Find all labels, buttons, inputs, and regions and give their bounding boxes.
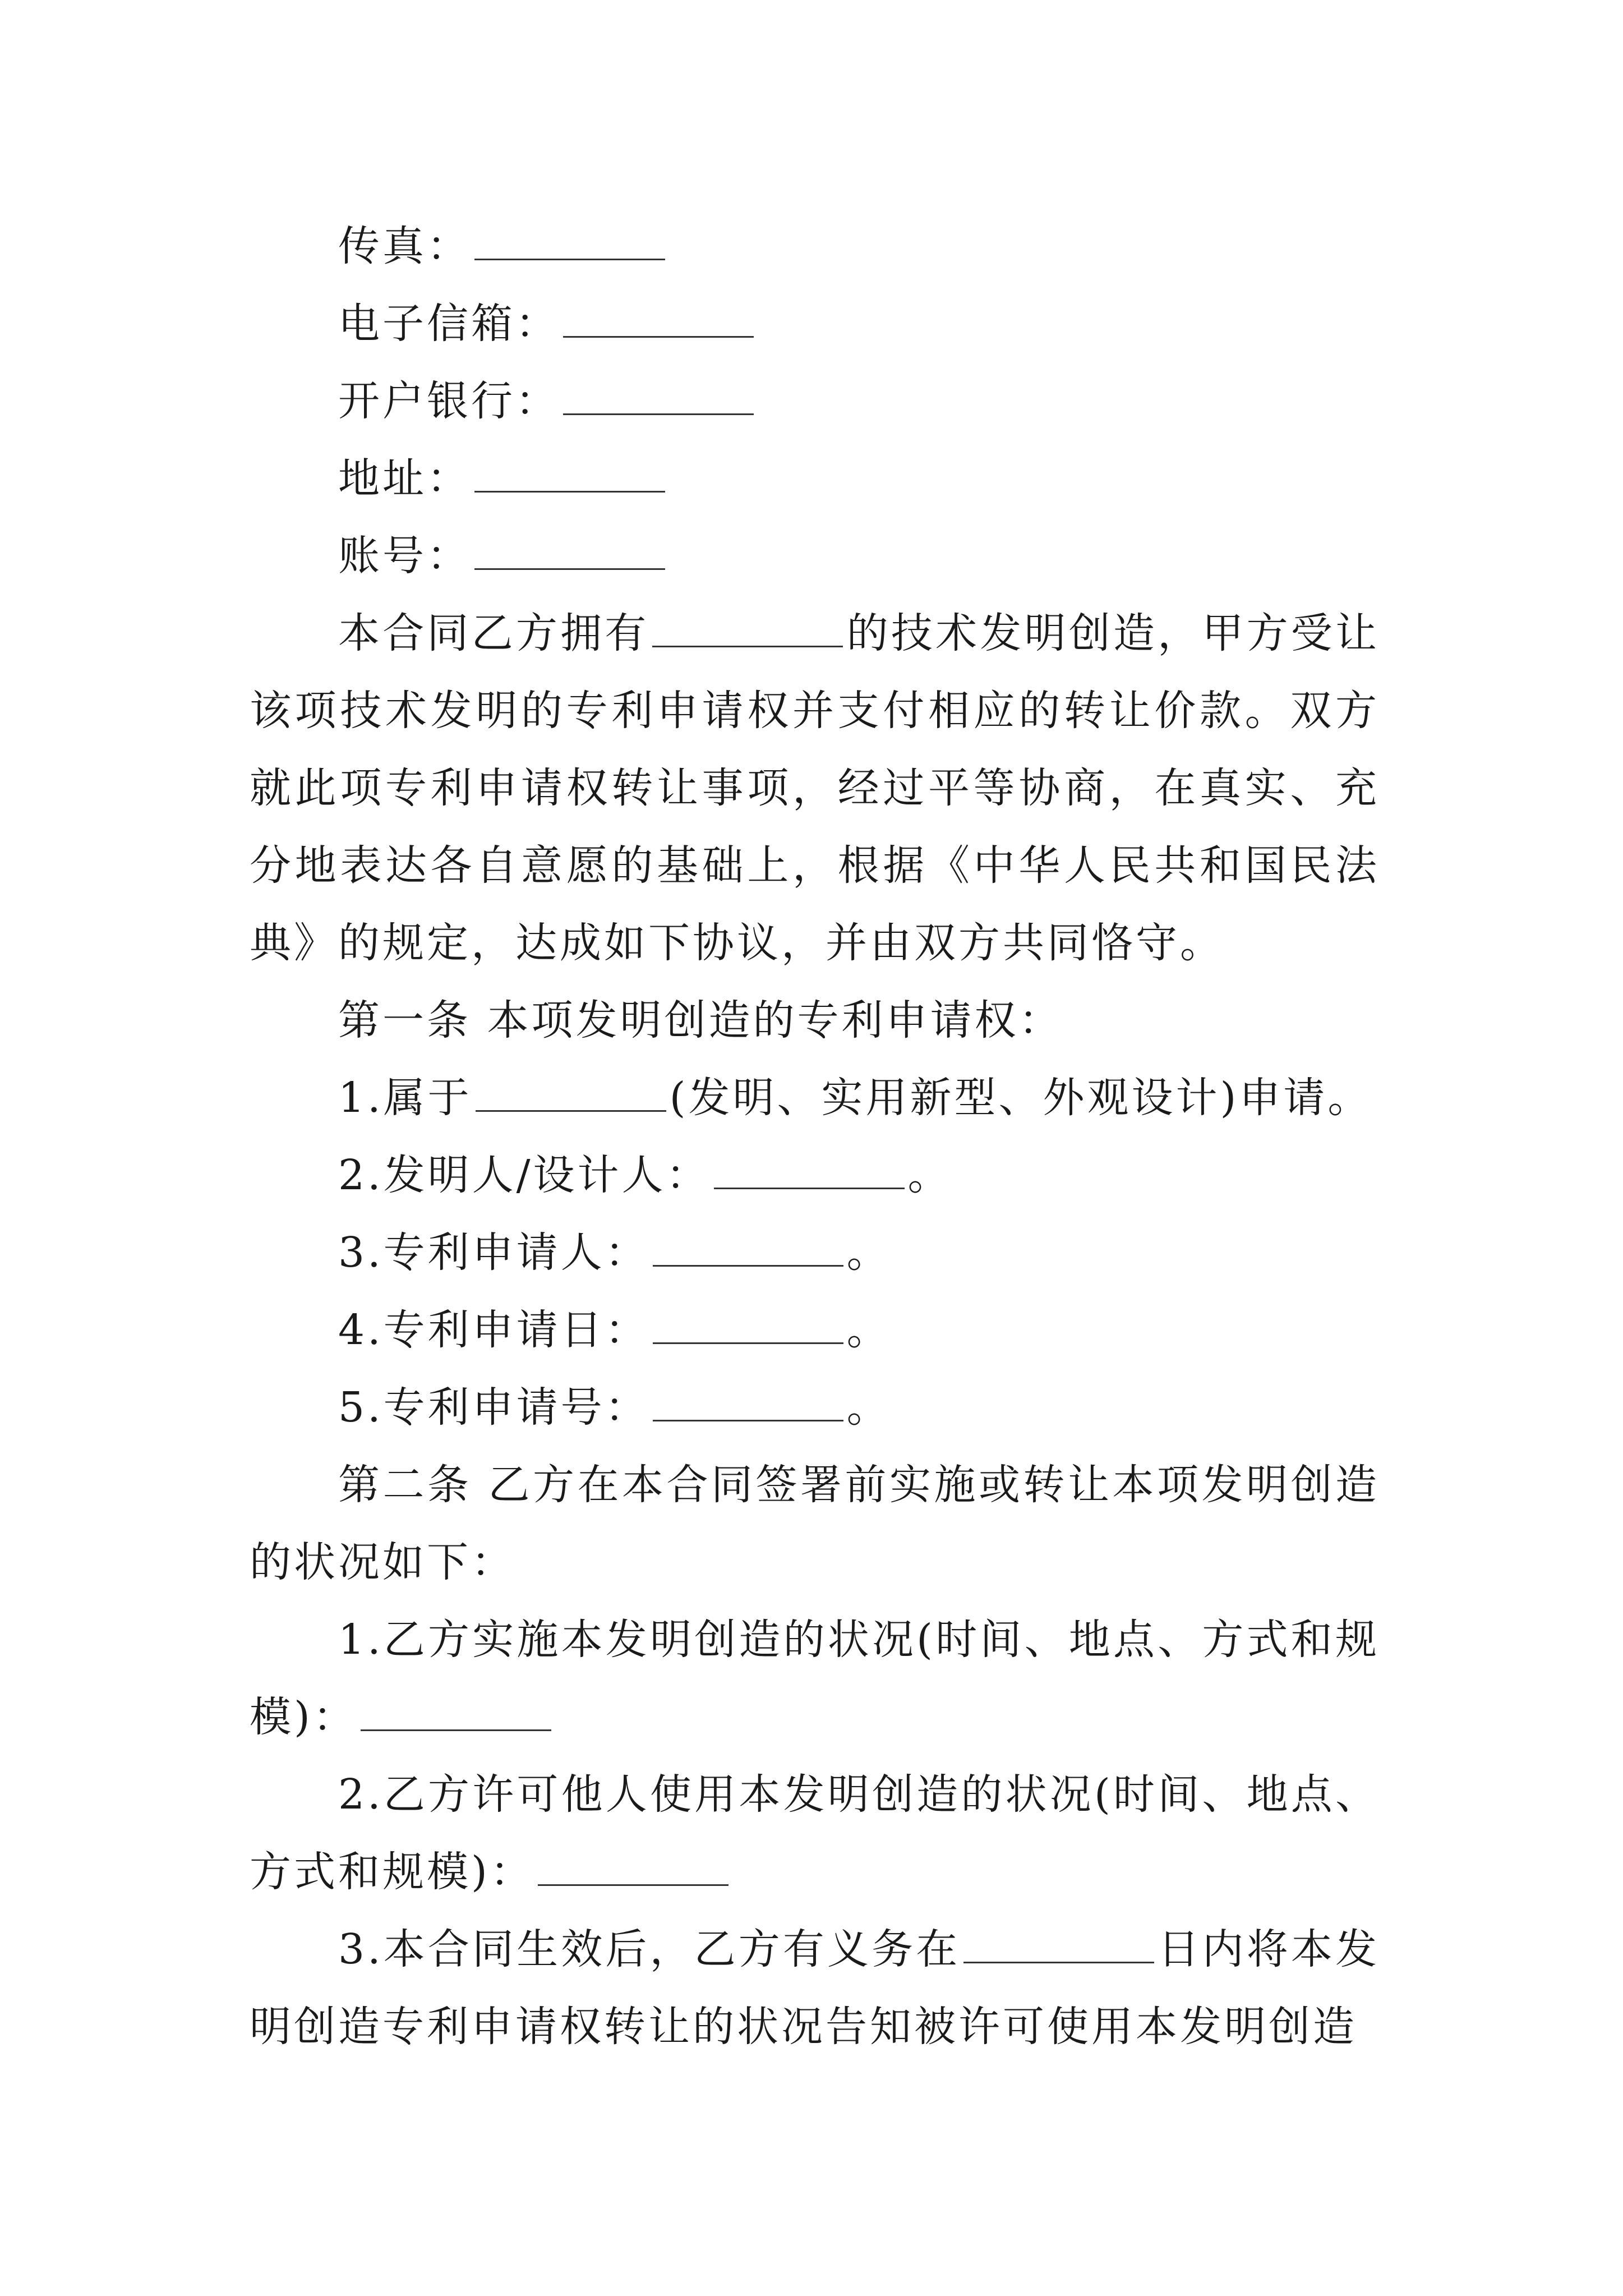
item4-label: 4.专利申请日： — [338, 1306, 649, 1354]
item2-period: 。 — [907, 1151, 952, 1199]
item1-blank — [476, 1076, 666, 1112]
invention-blank — [652, 612, 843, 647]
item5-blank — [653, 1386, 843, 1421]
fax-label: 传真： — [338, 222, 471, 270]
article1-title: 第一条 本项发明创造的专利申请权： — [338, 996, 1063, 1045]
account-blank — [474, 535, 665, 570]
intro-part1: 本合同乙方拥有 — [338, 609, 649, 657]
item2-label: 2.发明人/设计人： — [338, 1151, 711, 1199]
account-line — [250, 517, 1380, 595]
article1-item5 — [250, 1369, 1380, 1446]
article1-item4 — [250, 1291, 1380, 1369]
item1-suffix: (发明、实用新型、外观设计)申请。 — [669, 1074, 1372, 1122]
item3-label: 3.专利申请人： — [338, 1228, 649, 1277]
article2-item2 — [250, 1756, 1380, 1911]
item3-period: 。 — [846, 1228, 891, 1277]
item3-blank — [653, 1231, 843, 1267]
address-label: 地址： — [338, 454, 471, 503]
item1-prefix: 1.属于 — [338, 1074, 472, 1122]
email-blank — [563, 302, 754, 338]
item4-period: 。 — [846, 1306, 891, 1354]
item5-period: 。 — [846, 1383, 891, 1432]
contract-body — [250, 208, 1380, 2065]
a2-item3-blank — [963, 1928, 1154, 1963]
item4-blank — [653, 1309, 843, 1344]
article1-item2 — [250, 1137, 1380, 1214]
intro-paragraph — [250, 595, 1380, 982]
bank-blank — [563, 380, 754, 415]
account-label: 账号： — [338, 532, 471, 580]
address-blank — [474, 457, 665, 493]
item5-label: 5.专利申请号： — [338, 1383, 649, 1432]
fax-line — [250, 208, 1380, 285]
bank-label: 开户银行： — [338, 377, 560, 425]
address-line — [250, 440, 1380, 517]
item2-blank — [714, 1154, 905, 1189]
a2-item2-blank — [538, 1851, 728, 1886]
a2-item1-text: 1.乙方实施本发明创造的状况(时间、地点、方式和规模)： — [250, 1616, 1380, 1741]
article2-item3 — [250, 1911, 1380, 2065]
bank-line — [250, 362, 1380, 440]
email-label: 电子信箱： — [338, 300, 560, 348]
a2-item3-prefix: 3.本合同生效后，乙方有义务在 — [338, 1925, 961, 1973]
a2-item2-text: 2.乙方许可他人使用本发明创造的状况(时间、地点、方式和规模)： — [250, 1770, 1380, 1896]
article2-title: 第二条 乙方在本合同签署前实施或转让本项发明创造的状况如下： — [250, 1461, 1380, 1586]
article1-item1 — [250, 1059, 1380, 1137]
intro-part2: 的技术发明创造，甲方受让该项技术发明的专利申请权并支付相应的转让价款。双方就此项专利申请权转让事项，经过平等协商，在真实、充分地表达各自意愿的基础上，根据《中华人民共和国民法典》的规定，达成如下协议，并由双方共同恪守。 — [250, 609, 1380, 967]
email-line — [250, 285, 1380, 362]
article1-item3 — [250, 1214, 1380, 1291]
a2-item1-blank — [361, 1696, 551, 1731]
article2-item1 — [250, 1601, 1380, 1756]
fax-blank — [474, 225, 665, 260]
a2-item3-suffix: 日内将本发明创造专利申请权转让的状况告知被许可使用本发明创造 — [250, 1925, 1380, 2051]
